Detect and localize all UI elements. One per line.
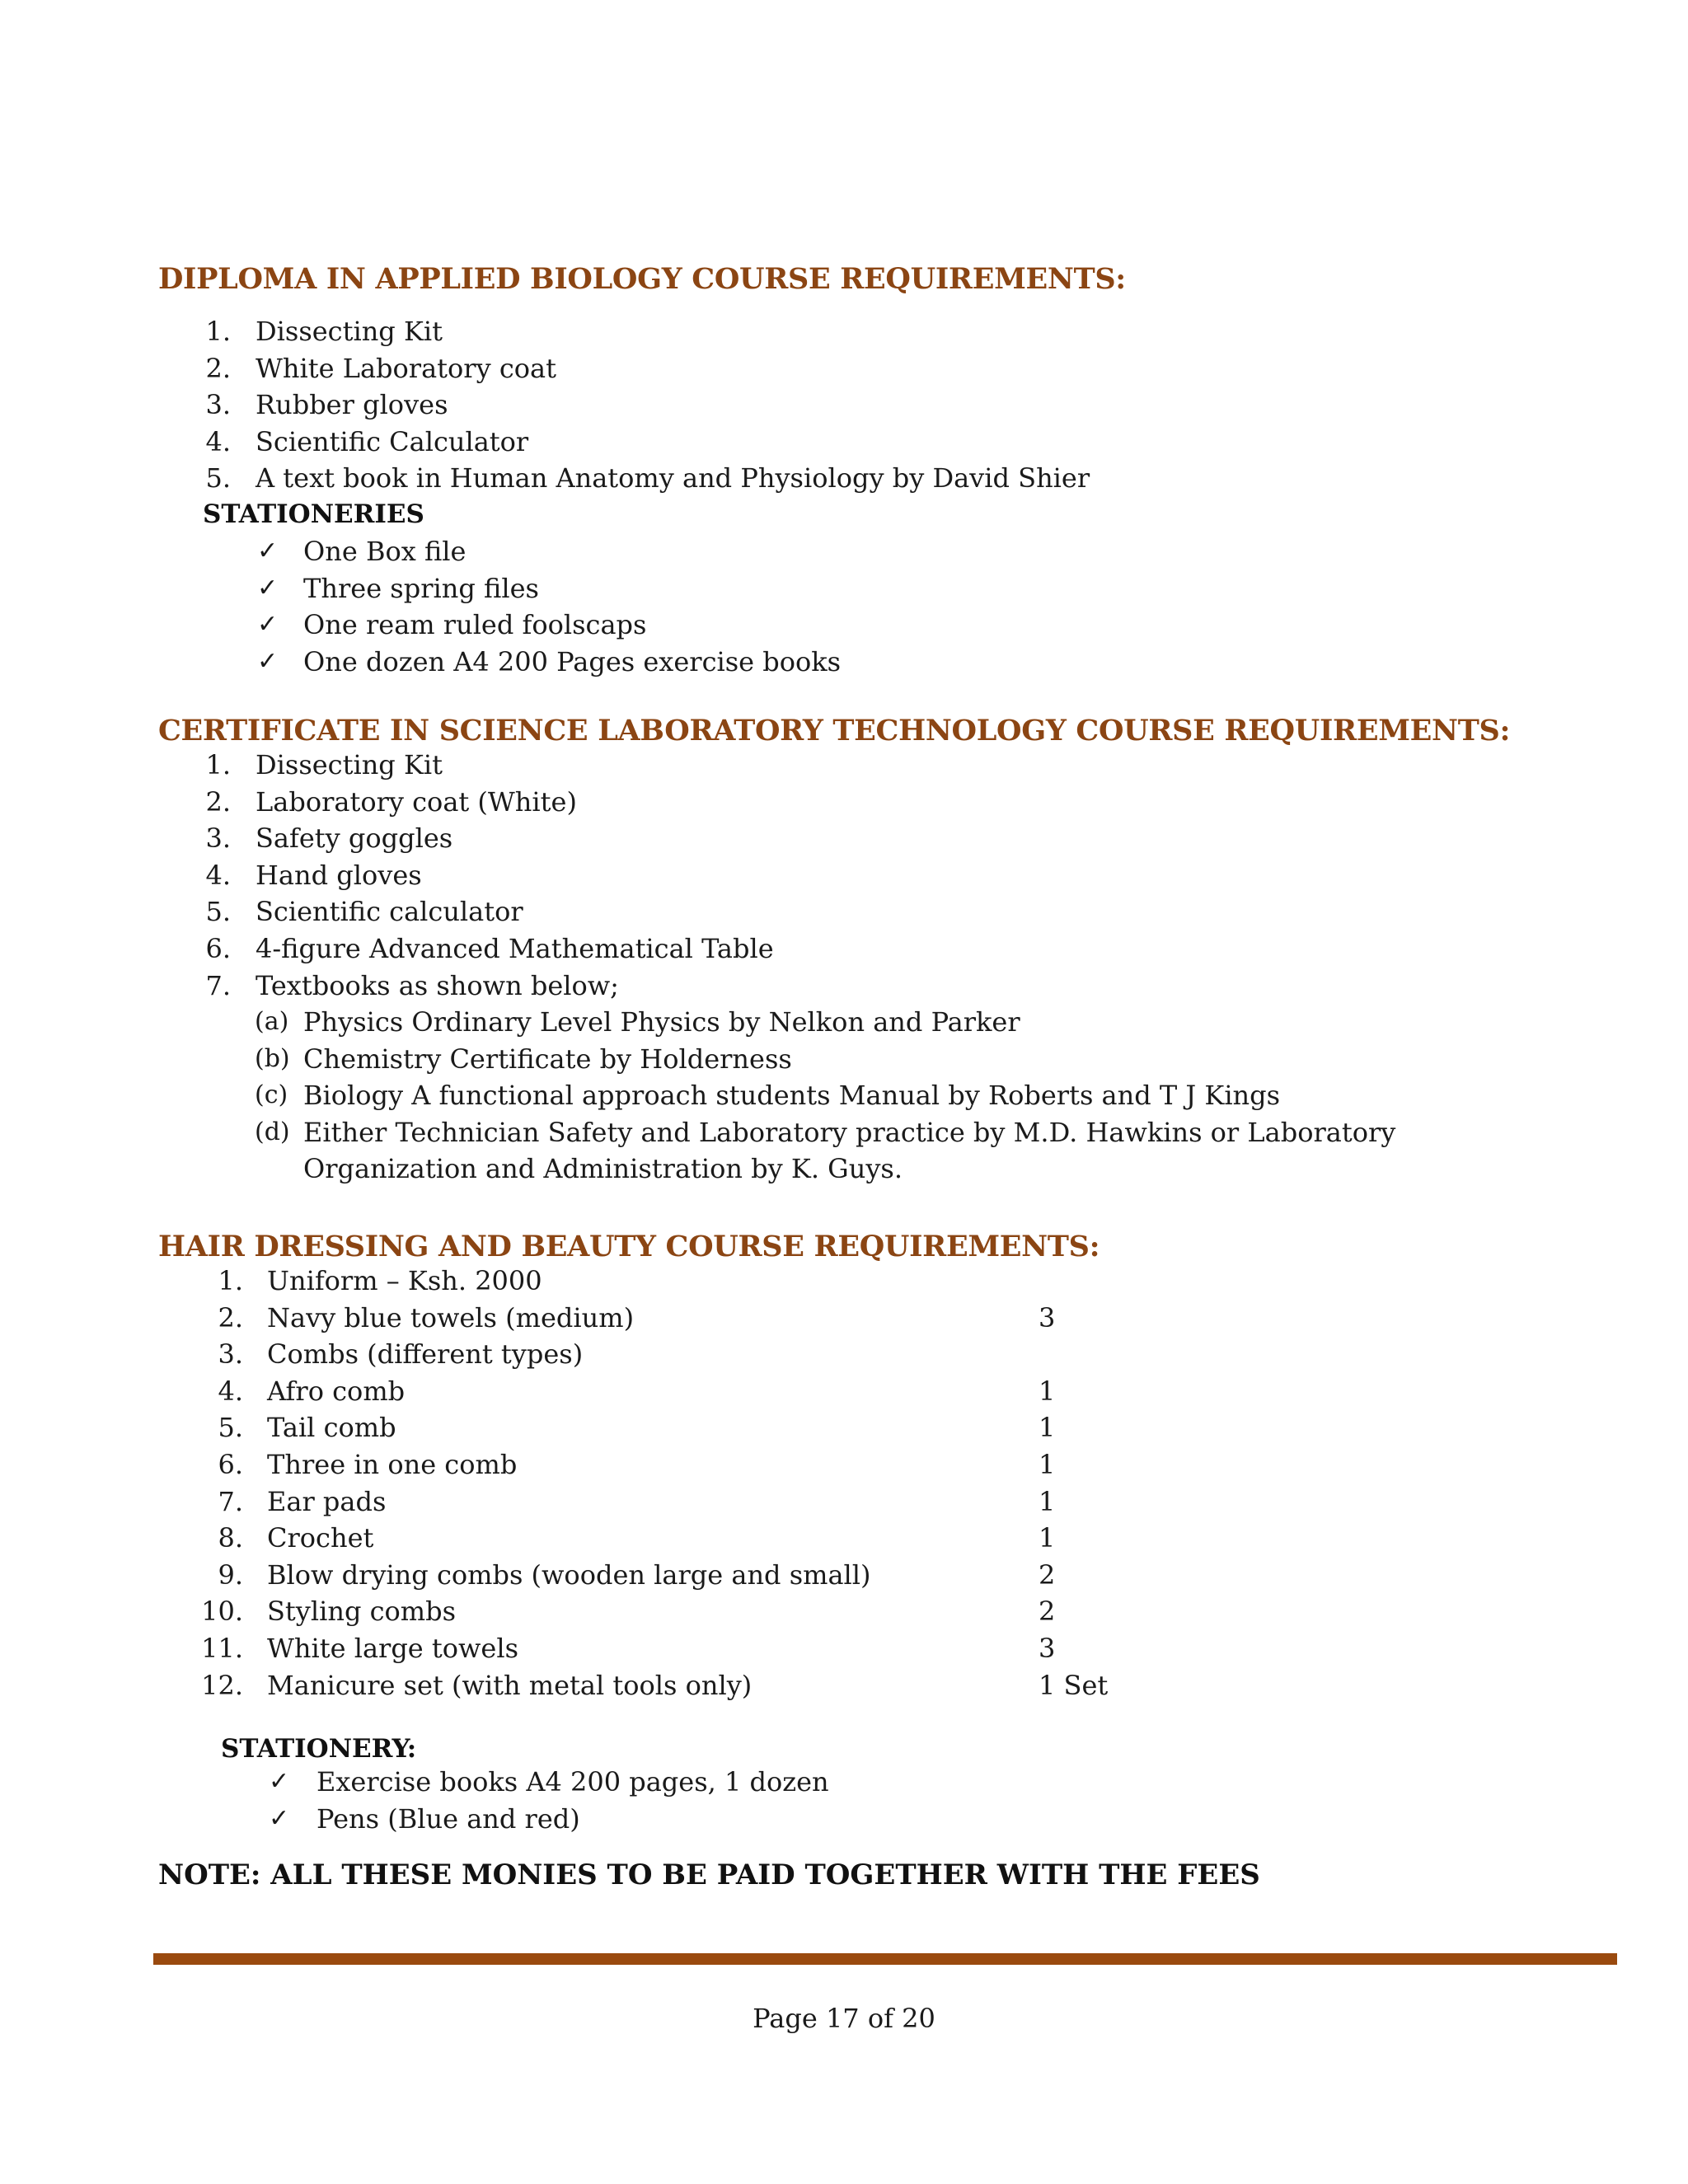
- item-number: 10.: [201, 1596, 243, 1628]
- item-text: Afro comb: [267, 1375, 406, 1407]
- item-number: 3.: [205, 389, 231, 421]
- checklist-item: [0, 533, 1688, 570]
- item-quantity: 1: [1039, 1522, 1056, 1554]
- item-number: 6.: [218, 1449, 243, 1480]
- item-quantity: 1 Set: [1039, 1669, 1109, 1701]
- checklist-text: One dozen A4 200 Pages exercise books: [303, 645, 842, 677]
- list-item: [0, 1263, 1688, 1300]
- list-item: [0, 930, 1688, 968]
- list-item: [0, 968, 1688, 1005]
- item-text: Scientific calculator: [256, 896, 523, 928]
- list-item: [0, 350, 1688, 387]
- checklist-item: [0, 570, 1688, 607]
- item-text: Textbooks as shown below;: [256, 969, 619, 1001]
- list-item: [0, 857, 1688, 894]
- check-icon: ✓: [257, 573, 279, 602]
- list-item: [0, 1373, 1688, 1410]
- textbook-text: Biology A functional approach students Manual by Roberts and T J Kings: [303, 1080, 1281, 1112]
- list-item: [0, 1483, 1688, 1521]
- list-item: [0, 747, 1688, 784]
- item-text: Blow drying combs (wooden large and small): [267, 1558, 871, 1591]
- textbook-text: Organization and Administration by K. Guys.: [303, 1153, 903, 1185]
- item-text: Rubber gloves: [256, 389, 448, 421]
- textbook-label: (d): [255, 1117, 290, 1146]
- list-item: [0, 460, 1688, 497]
- check-icon: ✓: [257, 610, 279, 640]
- item-number: 8.: [218, 1522, 243, 1554]
- textbook-label: (b): [255, 1043, 290, 1073]
- list-item: [0, 1409, 1688, 1446]
- checklist-item: [0, 644, 1688, 681]
- fees-note: NOTE: ALL THESE MONIES TO BE PAID TOGETHER WITH THE FEES: [158, 1858, 1260, 1891]
- item-number: 6.: [205, 933, 231, 964]
- list-item: [0, 820, 1688, 857]
- hair-heading: HAIR DRESSING AND BEAUTY COURSE REQUIREMENTS:: [158, 1230, 1100, 1263]
- item-number: 1.: [218, 1265, 243, 1296]
- list-item: [0, 1446, 1688, 1483]
- item-text: Hand gloves: [256, 859, 422, 891]
- item-quantity: 2: [1039, 1596, 1056, 1628]
- item-text: White Laboratory coat: [256, 352, 556, 384]
- item-text: 4-figure Advanced Mathematical Table: [256, 933, 774, 964]
- item-quantity: 1: [1039, 1412, 1056, 1444]
- list-item: [0, 313, 1688, 350]
- item-text: Styling combs: [267, 1596, 457, 1628]
- item-number: 5.: [205, 462, 231, 494]
- item-text: Uniform – Ksh. 2000: [267, 1265, 542, 1296]
- list-item: [0, 424, 1688, 461]
- item-text: Three in one comb: [267, 1449, 518, 1480]
- item-text: Laboratory coat (White): [256, 785, 577, 818]
- textbook-label: (a): [255, 1007, 289, 1036]
- item-number: 12.: [201, 1669, 243, 1701]
- checklist-text: One ream ruled foolscaps: [303, 609, 647, 641]
- item-number: 5.: [218, 1412, 243, 1444]
- check-icon: ✓: [269, 1803, 290, 1833]
- item-text: Ear pads: [267, 1485, 387, 1517]
- item-number: 1.: [205, 316, 231, 347]
- item-number: 2.: [218, 1301, 243, 1333]
- item-text: Scientific Calculator: [256, 425, 529, 457]
- item-text: Combs (different types): [267, 1338, 584, 1371]
- item-text: A text book in Human Anatomy and Physiology by David Shier: [256, 462, 1090, 494]
- checklist-text: Pens (Blue and red): [316, 1802, 580, 1835]
- item-number: 11.: [201, 1633, 243, 1664]
- item-number: 2.: [205, 352, 231, 384]
- list-item: [0, 1667, 1688, 1704]
- item-text: Manicure set (with metal tools only): [267, 1669, 753, 1701]
- textbook-text: Chemistry Certificate by Holderness: [303, 1043, 792, 1075]
- list-item: [0, 387, 1688, 424]
- item-text: Navy blue towels (medium): [267, 1301, 635, 1333]
- list-item: [0, 784, 1688, 821]
- item-number: 4.: [205, 859, 231, 891]
- item-text: Dissecting Kit: [256, 749, 443, 780]
- checklist-text: Exercise books A4 200 pages, 1 dozen: [316, 1766, 829, 1797]
- checklist-item: [0, 1764, 1688, 1801]
- item-quantity: 1: [1039, 1485, 1056, 1517]
- list-item: [0, 1593, 1688, 1630]
- item-number: 4.: [218, 1375, 243, 1407]
- item-quantity: 1: [1039, 1449, 1056, 1480]
- check-icon: ✓: [257, 537, 279, 565]
- checklist-text: Three spring files: [303, 572, 539, 604]
- textbook-item: [0, 1114, 1688, 1185]
- biology-stationery-heading: STATIONERIES: [203, 499, 424, 529]
- list-item: [0, 1336, 1688, 1373]
- list-item: [0, 1630, 1688, 1667]
- item-text: Crochet: [267, 1522, 374, 1554]
- item-quantity: 1: [1039, 1375, 1056, 1407]
- item-number: 5.: [205, 896, 231, 928]
- textbook-item: [0, 1041, 1688, 1078]
- item-text: White large towels: [267, 1633, 519, 1664]
- item-number: 1.: [205, 749, 231, 780]
- hair-stationery-heading: STATIONERY:: [221, 1734, 417, 1764]
- check-icon: ✓: [257, 646, 279, 676]
- item-number: 7.: [218, 1485, 243, 1517]
- item-text: Tail comb: [267, 1412, 396, 1444]
- item-number: 2.: [205, 785, 231, 818]
- textbook-text: Physics Ordinary Level Physics by Nelkon and Parker: [303, 1006, 1020, 1038]
- item-number: 7.: [205, 969, 231, 1001]
- item-quantity: 2: [1039, 1558, 1056, 1591]
- checklist-item: [0, 607, 1688, 644]
- item-text: Safety goggles: [256, 823, 453, 855]
- textbook-label: (c): [255, 1080, 288, 1110]
- check-icon: ✓: [269, 1767, 290, 1796]
- checklist-text: One Box file: [303, 536, 467, 567]
- textbook-item: [0, 1004, 1688, 1041]
- list-item: [0, 893, 1688, 930]
- item-number: 3.: [205, 823, 231, 855]
- textbook-text: Either Technician Safety and Laboratory practice by M.D. Hawkins or Laboratory: [303, 1116, 1396, 1148]
- item-number: 9.: [218, 1558, 243, 1591]
- item-text: Dissecting Kit: [256, 316, 443, 347]
- item-number: 3.: [218, 1338, 243, 1371]
- list-item: [0, 1557, 1688, 1594]
- textbook-item: [0, 1077, 1688, 1114]
- biology-heading: DIPLOMA IN APPLIED BIOLOGY COURSE REQUIREMENTS:: [158, 262, 1126, 296]
- item-quantity: 3: [1039, 1301, 1056, 1333]
- item-quantity: 3: [1039, 1633, 1056, 1664]
- item-number: 4.: [205, 425, 231, 457]
- slt-heading: CERTIFICATE IN SCIENCE LABORATORY TECHNOLOGY COURSE REQUIREMENTS:: [158, 714, 1511, 748]
- checklist-item: [0, 1801, 1688, 1838]
- footer-rule: [153, 1953, 1617, 1965]
- list-item: [0, 1520, 1688, 1557]
- page-number: Page 17 of 20: [753, 2003, 935, 2034]
- list-item: [0, 1300, 1688, 1337]
